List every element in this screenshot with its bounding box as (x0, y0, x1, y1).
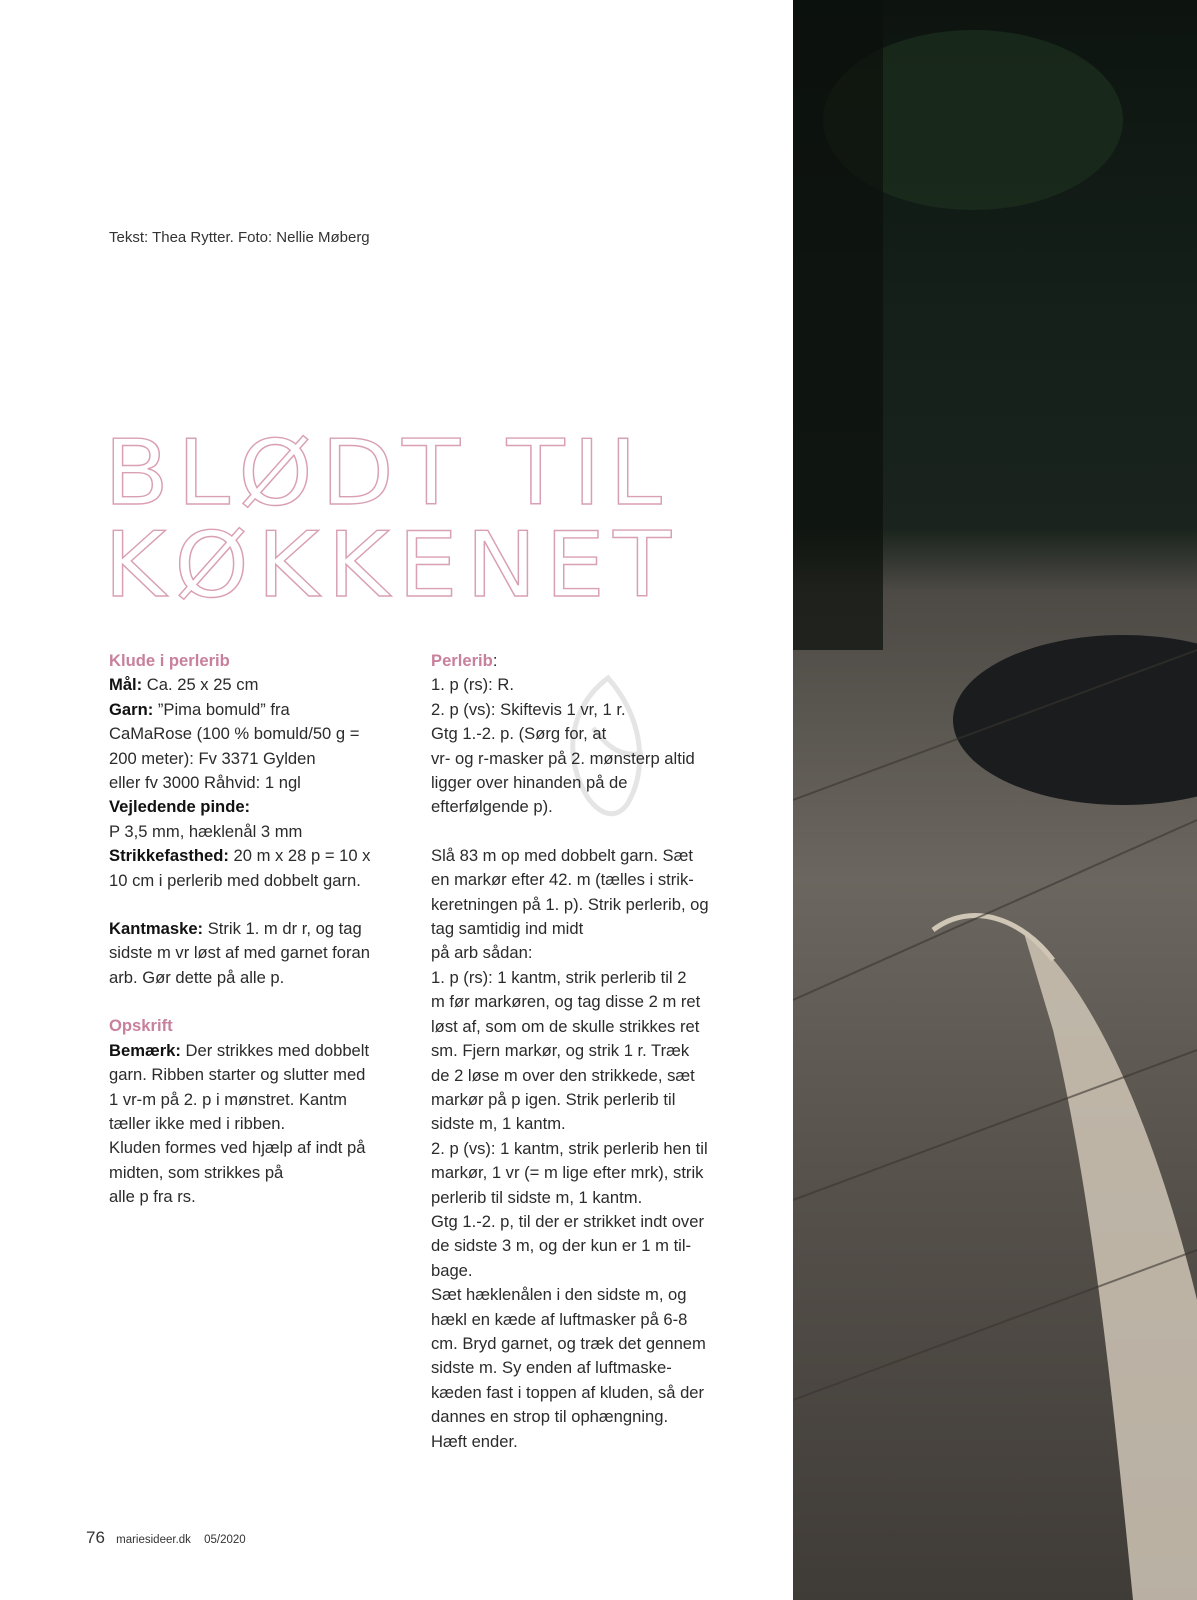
text-line: hækl en kæde af luftmasker på 6-8 (431, 1309, 688, 1329)
perlerib-block (431, 673, 731, 819)
text-line: CaMaRose (100 % bomuld/50 g = (109, 724, 360, 744)
text-line: sidste m vr løst af med garnet foran (109, 943, 370, 963)
text-line: midten, som strikkes på (109, 1162, 284, 1182)
text-line: 200 meter): Fv 3371 Gylden (109, 748, 316, 768)
text-line: Gtg 1.-2. p, til der er strikket indt over (431, 1211, 704, 1231)
text-line: Sæt hæklenålen i den sidste m, og (431, 1285, 687, 1305)
section-heading: Klude i perlerib (109, 651, 230, 670)
text-line: P 3,5 mm, hæklenål 3 mm (109, 821, 303, 841)
text-line: Garn: ”Pima bomuld” fra (109, 699, 290, 719)
text-line: garn. Ribben starter og slutter med (109, 1065, 366, 1085)
text-line: perlerib til sidste m, 1 kantm. (431, 1187, 643, 1207)
column-right (431, 649, 731, 1454)
section-heading: Opskrift (109, 1016, 173, 1036)
text-line: Slå 83 m op med dobbelt garn. Sæt (431, 845, 693, 865)
photo-credit: Tekst: Thea Rytter. Foto: Nellie Møberg (109, 229, 370, 246)
text-line: Bemærk: Der strikkes med dobbelt (109, 1040, 370, 1060)
text-line: sidste m, 1 kantm. (431, 1114, 566, 1134)
text-line: 1. p (rs): R. (431, 675, 514, 695)
text-line: de sidste 3 m, og der kun er 1 m til- (431, 1236, 692, 1256)
text-line: markør, 1 vr (= m lige efter mrk), strik (431, 1163, 704, 1183)
text-line: tæller ikke med i ribben. (109, 1113, 286, 1133)
text-line: cm. Bryd garnet, og træk det gennem (431, 1333, 706, 1353)
title-line-1: BLØDT TIL (104, 421, 671, 526)
text-line: sm. Fjern markør, og strik 1 r. Træk (431, 1041, 690, 1061)
text-line: dannes en strop til ophængning. (431, 1407, 669, 1427)
instructions-block (431, 844, 731, 1454)
text-line: Vejledende pinde: (109, 797, 251, 817)
title-line-2: KØKKENET (104, 513, 680, 618)
text-line: 2. p (vs): Skiftevis 1 vr, 1 r. (431, 699, 626, 719)
section-heading: Perlerib: (431, 651, 498, 670)
text-line: de 2 løse m over den strikkede, sæt (431, 1065, 695, 1085)
text-line: Mål: Ca. 25 x 25 cm (109, 675, 259, 695)
page-title (104, 421, 680, 618)
text-line: vr- og r-masker på 2. mønsterp altid (431, 748, 695, 768)
specs-block (109, 673, 399, 893)
text-line: sidste m. Sy enden af luftmaske- (431, 1358, 672, 1378)
text-line: tag samtidig ind midt (431, 919, 584, 939)
opskrift-block (109, 1039, 399, 1210)
text-line: kæden fast i toppen af kluden, så der (431, 1382, 705, 1402)
text-line: 1 vr-m på 2. p i mønstret. Kantm (109, 1089, 347, 1109)
text-line: ligger over hinanden på de (431, 773, 628, 793)
text-line: en markør efter 42. m (tælles i strik- (431, 870, 694, 890)
knitted-cloth-photo (793, 0, 1197, 1600)
text-line: m før markøren, og tag disse 2 m ret (431, 992, 701, 1012)
kantmaske-block (109, 917, 399, 990)
text-line: Kluden formes ved hjælp af indt på (109, 1138, 366, 1158)
text-line: løst af, som om de skulle strikkes ret (431, 1016, 700, 1036)
text-line: bage. (431, 1260, 473, 1280)
text-line: Strikkefasthed: 20 m x 28 p = 10 x (109, 846, 371, 866)
text-line: Kantmaske: Strik 1. m dr r, og tag (109, 919, 362, 939)
text-line: Gtg 1.-2. p. (Sørg for, at (431, 724, 607, 744)
footer-issue: 05/2020 (204, 1534, 246, 1546)
text-line: keretningen på 1. p). Strik perlerib, og (431, 894, 709, 914)
column-left (109, 649, 399, 1210)
footer-site: mariesideer.dk (116, 1534, 191, 1546)
text-line: efterfølgende p). (431, 797, 553, 817)
text-line: arb. Gør dette på alle p. (109, 967, 285, 987)
text-line: på arb sådan: (431, 943, 533, 963)
text-line: 10 cm i perlerib med dobbelt garn. (109, 870, 361, 890)
page-number: 76 (86, 1528, 105, 1547)
text-line: markør på p igen. Strik perlerib til (431, 1089, 676, 1109)
text-line: 1. p (rs): 1 kantm, strik perlerib til 2 (431, 967, 687, 987)
text-line: alle p fra rs. (109, 1187, 196, 1207)
text-line: Hæft ender. (431, 1431, 518, 1451)
page-footer (86, 1528, 246, 1548)
text-line: 2. p (vs): 1 kantm, strik perlerib hen til (431, 1138, 708, 1158)
text-line: eller fv 3000 Råhvid: 1 ngl (109, 773, 301, 793)
